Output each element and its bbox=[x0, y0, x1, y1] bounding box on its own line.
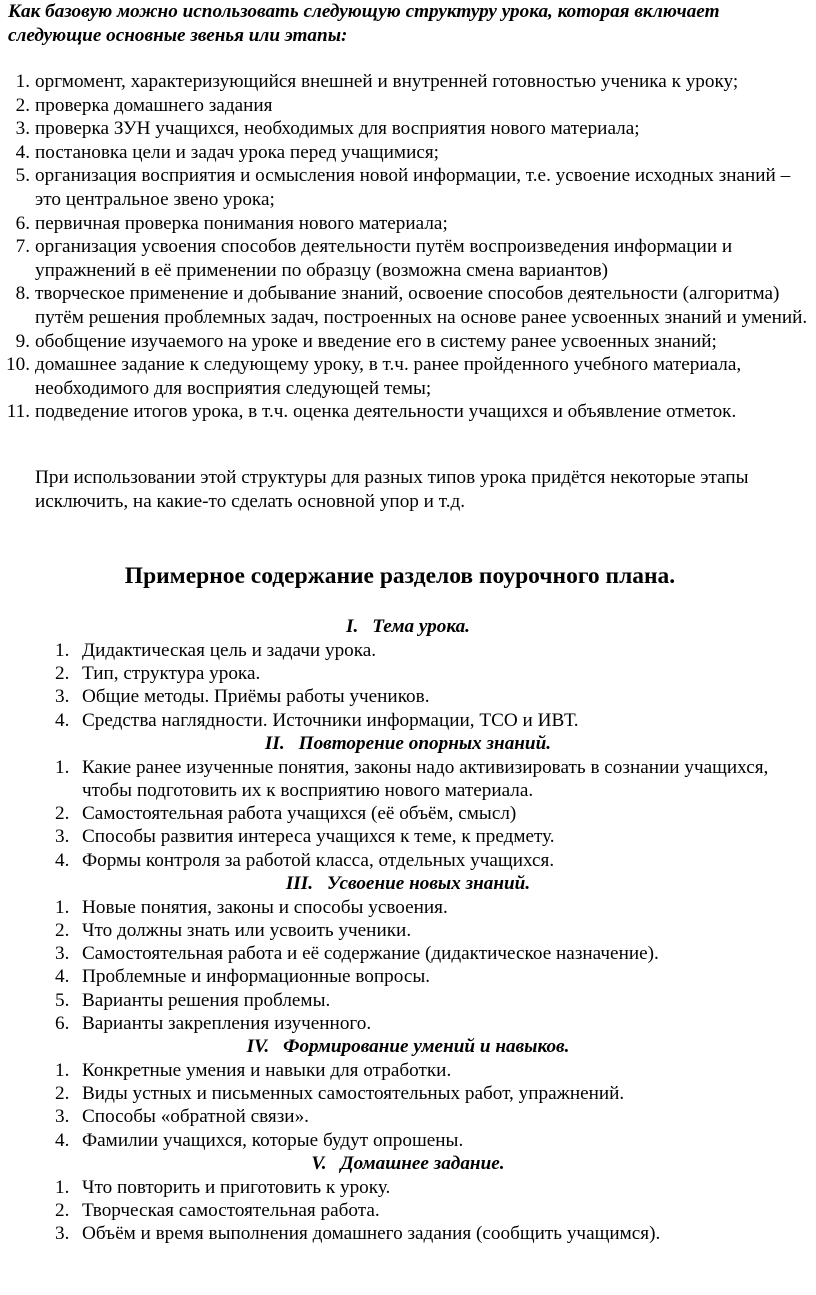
section-item bbox=[0, 1105, 816, 1128]
section-item bbox=[0, 802, 816, 825]
section-item bbox=[0, 685, 816, 708]
section-item-number: 3. bbox=[55, 1106, 70, 1128]
section-item-number: 5. bbox=[55, 989, 70, 1011]
stage-item bbox=[0, 330, 812, 354]
section-item-text: Что должны знать или усвоить ученики. bbox=[82, 920, 412, 942]
stage-number: 6. bbox=[15, 212, 30, 234]
section-item-number: 1. bbox=[55, 1176, 70, 1198]
section-item-text: Средства наглядности. Источники информации, ТСО и ИВТ. bbox=[82, 709, 579, 731]
stage-item bbox=[0, 164, 812, 211]
section-item bbox=[0, 1176, 816, 1199]
lesson-stages-list bbox=[0, 70, 812, 424]
section-title-text: Усвоение новых знаний. bbox=[327, 872, 531, 894]
stage-text: проверка ЗУН учащихся, необходимых для восприятия нового материала; bbox=[35, 118, 640, 140]
section-item-text: Новые понятия, законы и способы усвоения. bbox=[82, 896, 448, 918]
section-item bbox=[0, 662, 816, 685]
section-item-number: 2. bbox=[55, 803, 70, 825]
intro-heading: Как базовую можно использовать следующую структуру урока, которая включает следующие основные звенья или этапы: bbox=[8, 1, 720, 46]
section-item-text: Творческая самостоятельная работа. bbox=[82, 1200, 380, 1222]
stage-number: 3. bbox=[15, 118, 30, 140]
section-title bbox=[0, 872, 816, 896]
stage-item bbox=[0, 141, 812, 165]
stage-item bbox=[0, 353, 812, 400]
section-item-text: Тип, структура урока. bbox=[82, 663, 261, 685]
section-item-number: 4. bbox=[55, 849, 70, 871]
section-item bbox=[0, 849, 816, 872]
section-item bbox=[0, 1222, 816, 1245]
section-item bbox=[0, 825, 816, 848]
stage-number: 9. bbox=[15, 330, 30, 352]
section-item-text: Конкретные умения и навыки для отработки. bbox=[82, 1060, 452, 1082]
section-item-text: Какие ранее изученные понятия, законы надо активизировать в сознании учащихся, чтобы подготовить их к восприятию нового материала. bbox=[82, 756, 769, 802]
section-item-number: 3. bbox=[55, 943, 70, 965]
stage-number: 7. bbox=[15, 236, 30, 258]
section-item bbox=[0, 639, 816, 662]
structure-note: При использовании этой структуры для разных типов урока придётся некоторые этапы исключить, на какие-то сделать основной упор и т.д. bbox=[35, 467, 749, 512]
stage-item bbox=[0, 400, 812, 424]
stage-item bbox=[0, 117, 812, 141]
section-title-text: Тема урока. bbox=[372, 616, 470, 637]
stage-text: первичная проверка понимания нового материала; bbox=[35, 212, 448, 234]
section-item-text: Варианты решения проблемы. bbox=[82, 989, 331, 1011]
section-title bbox=[0, 1035, 816, 1059]
section-item-number: 1. bbox=[55, 1060, 70, 1082]
section-item-text: Способы «обратной связи». bbox=[82, 1106, 309, 1128]
section-item-text: Способы развития интереса учащихся к теме, к предмету. bbox=[82, 826, 555, 848]
section-item-text: Варианты закрепления изученного. bbox=[82, 1012, 372, 1034]
section-item-number: 3. bbox=[55, 1223, 70, 1245]
section-title bbox=[0, 615, 816, 639]
stage-text: проверка домашнего задания bbox=[35, 94, 273, 116]
stage-item bbox=[0, 212, 812, 236]
section-roman-numeral: IV. bbox=[246, 1036, 270, 1058]
section-item bbox=[0, 919, 816, 942]
section-roman-numeral: I. bbox=[346, 616, 359, 637]
section-title-text: Повторение опорных знаний. bbox=[298, 732, 552, 754]
plan-title: Примерное содержание разделов поурочного плана. bbox=[124, 563, 676, 589]
section-items-list bbox=[0, 756, 816, 872]
section-item bbox=[0, 1129, 816, 1152]
section-item-number: 2. bbox=[55, 663, 70, 685]
section-item-text: Самостоятельная работа учащихся (её объём, смысл) bbox=[82, 803, 517, 825]
section-item-number: 2. bbox=[55, 920, 70, 942]
section-title-text: Формирование умений и навыков. bbox=[283, 1036, 570, 1058]
section-item-text: Фамилии учащихся, которые будут опрошены. bbox=[82, 1129, 464, 1151]
section-item-number: 3. bbox=[55, 686, 70, 708]
section-item-number: 1. bbox=[55, 640, 70, 661]
section-roman-numeral: III. bbox=[285, 872, 314, 894]
plan-section bbox=[0, 732, 816, 872]
section-item-number: 4. bbox=[55, 966, 70, 988]
section-title-text: Домашнее задание. bbox=[340, 1152, 505, 1174]
section-items-list bbox=[0, 639, 816, 732]
stage-item bbox=[0, 235, 812, 282]
plan-sections bbox=[0, 615, 816, 1245]
stage-text: организация усвоения способов деятельности путём воспроизведения информации и упражнений в её применении по образцу (возможна смена вариантов) bbox=[35, 236, 733, 281]
section-item bbox=[0, 942, 816, 965]
stage-number: 4. bbox=[15, 141, 30, 163]
stage-text: постановка цели и задач урока перед учащимися; bbox=[35, 141, 440, 163]
section-item bbox=[0, 965, 816, 988]
section-roman-numeral: II. bbox=[264, 732, 285, 754]
section-item-number: 3. bbox=[55, 826, 70, 848]
stage-text: домашнее задание к следующему уроку, в т.ч. ранее пройденного учебного материала, необходимого для восприятия следующей темы; bbox=[35, 354, 742, 399]
section-title bbox=[0, 732, 816, 756]
section-item-text: Самостоятельная работа и её содержание (дидактическое назначение). bbox=[82, 943, 659, 965]
section-item-text: Объём и время выполнения домашнего задания (сообщить учащимся). bbox=[82, 1223, 661, 1245]
section-item-number: 6. bbox=[55, 1012, 70, 1034]
section-item-text: Виды устных и письменных самостоятельных работ, упражнений. bbox=[82, 1083, 625, 1105]
stage-text: оргмомент, характеризующийся внешней и внутренней готовностью ученика к уроку; bbox=[35, 71, 739, 92]
stage-number: 1. bbox=[15, 71, 30, 92]
section-item-text: Дидактическая цель и задачи урока. bbox=[82, 640, 377, 661]
section-items-list bbox=[0, 1176, 816, 1246]
plan-section bbox=[0, 615, 816, 732]
section-item bbox=[0, 756, 816, 802]
section-item bbox=[0, 989, 816, 1012]
section-item-text: Что повторить и приготовить к уроку. bbox=[82, 1176, 391, 1198]
stage-text: подведение итогов урока, в т.ч. оценка деятельности учащихся и объявление отметок. bbox=[35, 401, 737, 423]
section-roman-numeral: V. bbox=[311, 1152, 327, 1174]
stage-number: 10. bbox=[6, 354, 30, 376]
stage-text: творческое применение и добывание знаний, освоение способов деятельности (алгоритма) путём решения проблемных задач, построенных на основе ранее усвоенных знаний и умений. bbox=[35, 283, 808, 328]
stage-number: 11. bbox=[6, 401, 30, 423]
section-title bbox=[0, 1152, 816, 1176]
section-item-number: 1. bbox=[55, 896, 70, 918]
stage-text: обобщение изучаемого на уроке и введение его в систему ранее усвоенных знаний; bbox=[35, 330, 717, 352]
section-item bbox=[0, 709, 816, 732]
section-item bbox=[0, 896, 816, 919]
section-item-number: 4. bbox=[55, 1129, 70, 1151]
section-item-number: 1. bbox=[55, 756, 70, 778]
section-item bbox=[0, 1082, 816, 1105]
section-item-number: 4. bbox=[55, 709, 70, 731]
stage-item bbox=[0, 94, 812, 118]
section-item-number: 2. bbox=[55, 1083, 70, 1105]
section-item-number: 2. bbox=[55, 1200, 70, 1222]
stage-item bbox=[0, 282, 812, 329]
section-item bbox=[0, 1012, 816, 1035]
stage-item bbox=[0, 70, 812, 94]
section-item bbox=[0, 1059, 816, 1082]
section-item bbox=[0, 1199, 816, 1222]
section-item-text: Общие методы. Приёмы работы учеников. bbox=[82, 686, 430, 708]
stage-number: 2. bbox=[15, 94, 30, 116]
section-items-list bbox=[0, 896, 816, 1035]
plan-section bbox=[0, 1035, 816, 1152]
plan-section bbox=[0, 872, 816, 1035]
plan-section bbox=[0, 1152, 816, 1246]
stage-number: 8. bbox=[15, 283, 30, 305]
section-items-list bbox=[0, 1059, 816, 1152]
stage-number: 5. bbox=[15, 165, 30, 187]
section-item-text: Проблемные и информационные вопросы. bbox=[82, 966, 431, 988]
section-item-text: Формы контроля за работой класса, отдельных учащихся. bbox=[82, 849, 555, 871]
stage-text: организация восприятия и осмысления новой информации, т.е. усвоение исходных знаний – это центральное звено урока; bbox=[35, 165, 791, 210]
